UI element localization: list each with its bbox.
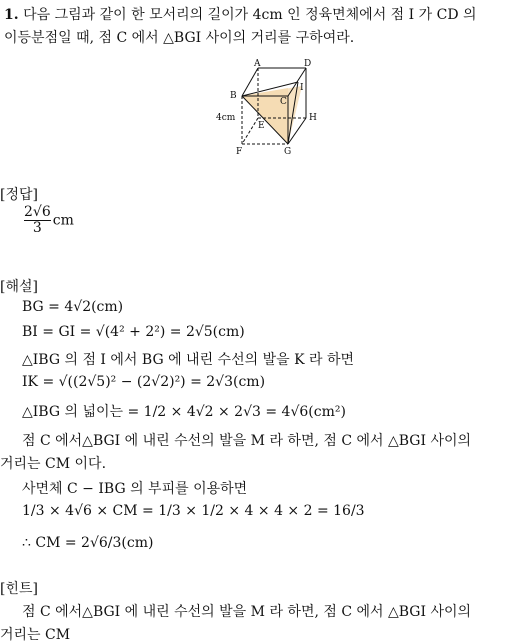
explanation-heading: [해설] [0, 279, 38, 295]
answer-denominator: 3 [24, 220, 51, 236]
explanation-line-8: 사면체 C − IBG 의 부피를 이용하면 [22, 481, 248, 497]
explanation-line-6: 점 C 에서△BGI 에 내린 수선의 발을 M 라 하면, 점 C 에서 △BGI 사이의 [22, 433, 472, 449]
explanation-line-4: IK = √((2√5)² − (2√2)²) = 2√3(cm) [22, 374, 266, 390]
answer-unit: cm [52, 212, 74, 229]
label-b: B [230, 91, 237, 101]
label-g: G [284, 147, 292, 156]
answer-fraction [24, 205, 51, 236]
problem-line-1 [4, 4, 477, 24]
label-edge-length: 4cm [216, 113, 236, 123]
explanation-line-5: △IBG 의 넓이는 = 1/2 × 4√2 × 2√3 = 4√6(cm²) [22, 404, 346, 420]
label-d: D [304, 59, 312, 69]
problem-text-1: 다음 그림과 같이 한 모서리의 길이가 4cm 인 정육면체에서 점 I 가 CD 의 [23, 7, 477, 23]
explanation-line-3: △IBG 의 점 I 에서 BG 에 내린 수선의 발을 K 라 하면 [22, 352, 355, 368]
label-a: A [254, 59, 261, 69]
explanation-line-1: BG = 4√2(cm) [22, 299, 124, 315]
problem-number: 1. [4, 7, 19, 23]
hint-line-2: 거리는 CM [0, 627, 71, 643]
label-i: I [300, 83, 304, 93]
label-c: C [280, 97, 287, 107]
explanation-line-2: BI = GI = √(4² + 2²) = 2√5(cm) [22, 324, 245, 340]
label-e: E [258, 121, 265, 131]
answer-numerator: 2√6 [24, 204, 51, 220]
hint-heading: [힌트] [0, 581, 38, 597]
answer-heading: [정답] [0, 187, 38, 203]
cube-figure [210, 56, 330, 156]
label-h: H [309, 113, 317, 123]
answer-value [22, 205, 74, 236]
explanation-line-7: 거리는 CM 이다. [0, 456, 107, 472]
problem-line-2: 이등분점일 때, 점 C 에서 △BGI 사이의 거리를 구하여라. [4, 30, 355, 46]
hint-line-1: 점 C 에서△BGI 에 내린 수선의 발을 M 라 하면, 점 C 에서 △BGI 사이의 [22, 604, 472, 620]
label-f: F [236, 147, 243, 156]
explanation-line-9: 1/3 × 4√6 × CM = 1/3 × 1/2 × 4 × 4 × 2 = 16/3 [22, 503, 365, 519]
explanation-line-10: ∴ CM = 2√6/3(cm) [22, 535, 154, 551]
